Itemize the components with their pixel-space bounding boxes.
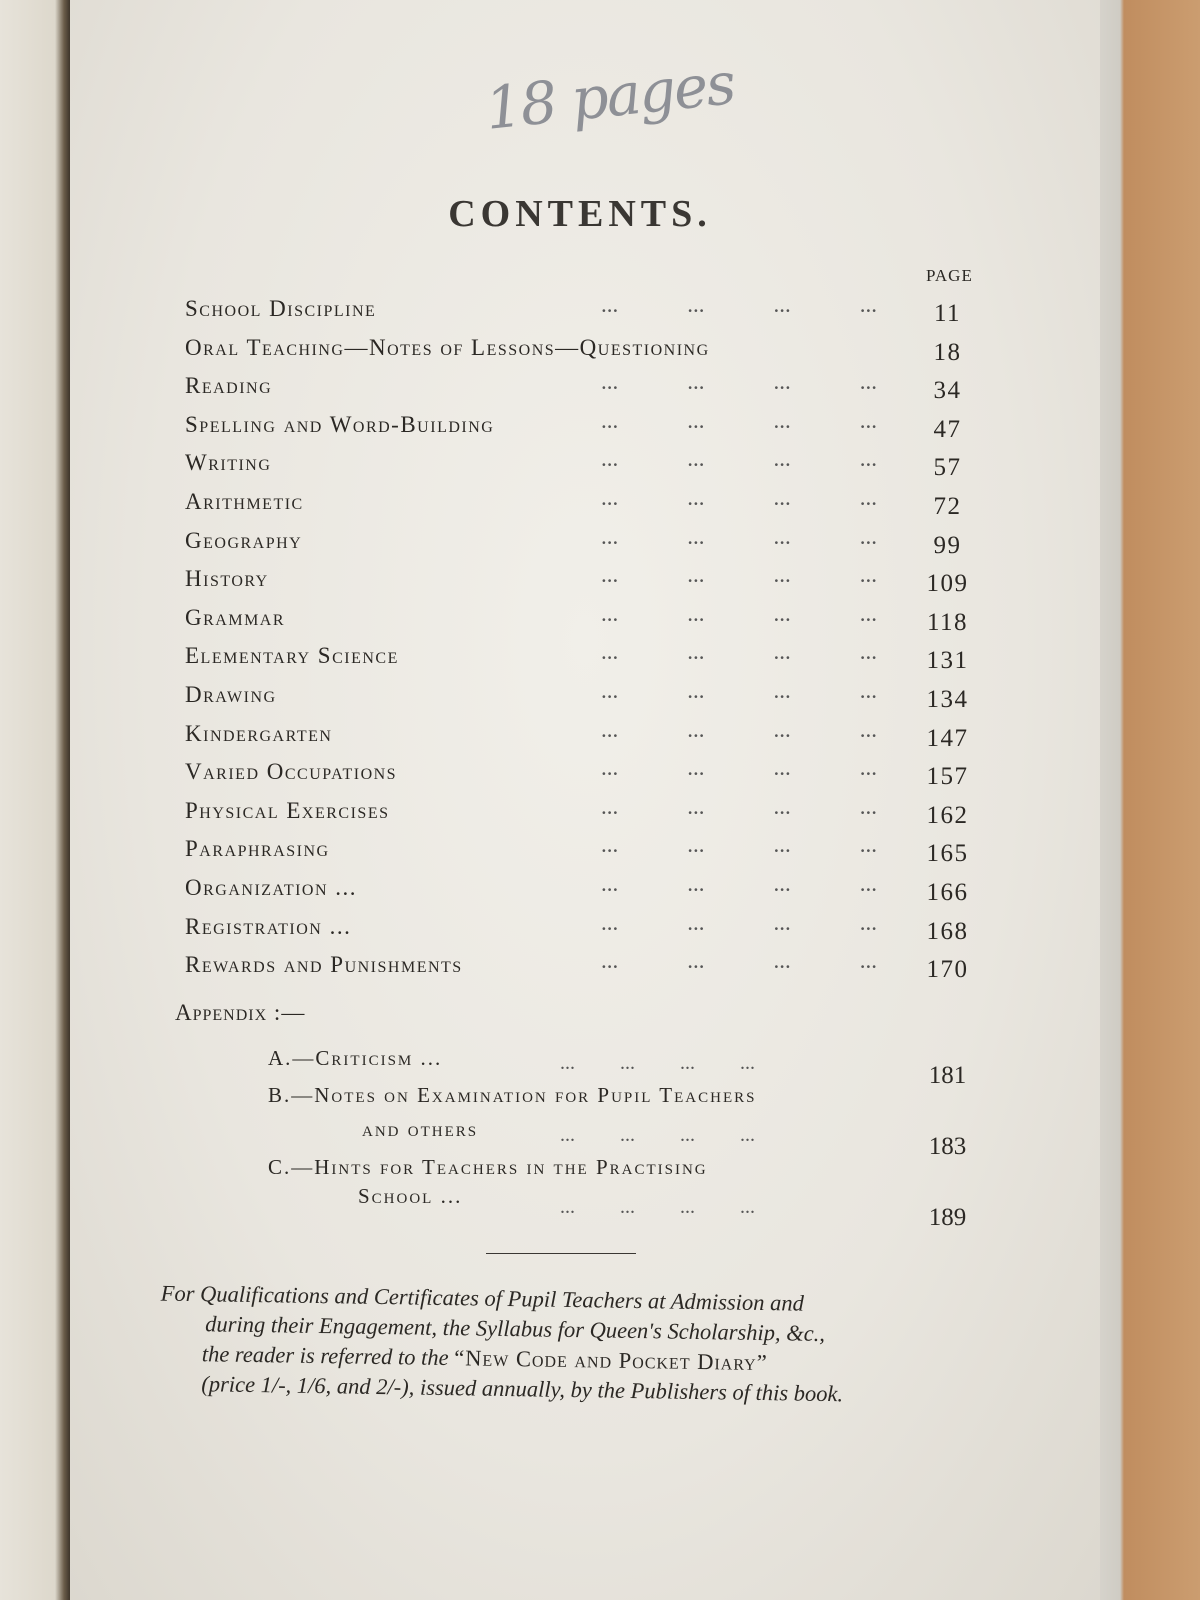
toc-entry-title: Organization ...	[185, 874, 358, 900]
leader-dots: ... ... ... ...	[601, 793, 877, 819]
divider	[486, 1253, 636, 1254]
toc-entry-title: Geography	[185, 527, 303, 553]
appendix-item-a: A.—Criticism ...	[268, 1046, 443, 1070]
appendix-page-c: 189	[928, 1204, 967, 1231]
toc-entry-page: 109	[926, 570, 969, 598]
toc-entry-page: 118	[926, 608, 969, 636]
toc-entry-title: Grammar	[185, 604, 286, 630]
toc-entry	[185, 601, 985, 640]
leader-dots: ... ... ... ...	[601, 677, 877, 703]
toc-entry-page: 131	[926, 647, 969, 675]
leader-dots: ... ... ... ...	[601, 755, 877, 781]
toc-entry-title: Paraphrasing	[185, 836, 330, 862]
toc-entry-title: Elementary Science	[185, 643, 399, 669]
footnote-line: For Qualifications and Certificates of Pupil Teachers at Admission and	[160, 1280, 805, 1316]
leader-dots: ... ... ... ...	[601, 484, 877, 510]
toc-entry-page: 47	[933, 415, 962, 443]
leader-dots: ... ... ... ...	[601, 407, 877, 433]
leader-dots: ... ... ... ...	[601, 292, 877, 317]
toc-entry	[185, 678, 985, 717]
toc-entry-page: 18	[933, 338, 962, 366]
facing-page-edge	[0, 0, 70, 1600]
leader-dots: ... ... ... ...	[601, 870, 877, 896]
toc-entry	[185, 369, 985, 408]
toc-entry-title: Writing	[185, 450, 272, 476]
leader-dots: ... ... ... ...	[601, 446, 877, 472]
toc-entry	[185, 292, 985, 331]
footnote	[159, 1279, 981, 1412]
toc-entry-page: 99	[933, 531, 962, 559]
toc-entry-page: 157	[926, 763, 969, 791]
toc-entry-title: Physical Exercises	[185, 797, 390, 823]
toc-entry	[185, 717, 985, 756]
toc-entry-title: History	[185, 566, 269, 592]
appendix-heading: Appendix :—	[175, 1000, 306, 1025]
toc-entry	[185, 948, 985, 987]
toc-entry-page: 168	[926, 917, 969, 945]
leader-dots: ... ... ... ...	[601, 600, 877, 626]
appendix-item-b: B.—Notes on Examination for Pupil Teachers	[268, 1083, 757, 1107]
leader-dots: ... ... ... ...	[560, 1052, 755, 1074]
toc-entry-page: 57	[933, 454, 962, 482]
leader-dots: ... ... ... ...	[601, 948, 877, 974]
toc-entry	[185, 331, 985, 370]
toc-entry	[185, 408, 985, 447]
toc-entry	[185, 832, 985, 871]
contents-list	[185, 292, 985, 987]
toc-entry-page: 147	[926, 724, 969, 752]
toc-entry-title: Reading	[185, 373, 273, 399]
toc-entry-title: Drawing	[185, 681, 277, 707]
toc-entry-page: 11	[933, 300, 962, 327]
toc-entry	[185, 910, 985, 949]
toc-entry	[185, 446, 985, 485]
toc-entry	[185, 871, 985, 910]
leader-dots: ... ... ... ...	[601, 832, 877, 858]
toc-entry	[185, 639, 985, 678]
toc-entry-title: Registration ...	[185, 913, 352, 939]
toc-entry-page: 165	[926, 840, 969, 868]
toc-entry-title: Oral Teaching—Notes of Lessons—Questioning	[185, 334, 710, 360]
toc-entry	[185, 562, 985, 601]
appendix-item-c-cont: School ...	[358, 1184, 463, 1208]
page-title: CONTENTS.	[448, 193, 712, 235]
toc-entry-page: 72	[933, 492, 962, 520]
toc-entry-title: School Discipline	[185, 296, 377, 321]
toc-entry	[185, 524, 985, 563]
toc-entry-title: Spelling and Word-Building	[185, 411, 495, 437]
appendix-page-b: 183	[928, 1133, 967, 1160]
leader-dots: ... ... ... ...	[560, 1196, 755, 1218]
leader-dots: ... ... ... ...	[601, 523, 877, 549]
leader-dots: ... ... ... ...	[601, 562, 877, 588]
footnote-title: “New Code and Pocket Diary”	[454, 1345, 768, 1376]
leader-dots: ... ... ... ...	[601, 909, 877, 935]
toc-entry	[185, 485, 985, 524]
footnote-line: during their Engagement, the Syllabus for Queen's Scholarship, &c.,	[205, 1311, 826, 1347]
toc-entry-page: 170	[926, 956, 969, 984]
page-column-header: PAGE	[926, 266, 973, 285]
appendix-item-b-cont: and others	[362, 1117, 479, 1141]
toc-entry-title: Varied Occupations	[185, 759, 398, 785]
footnote-line: (price 1/-, 1/6, and 2/-), issued annually, by the Publishers of this book.	[201, 1371, 844, 1407]
toc-entry-page: 34	[933, 377, 962, 405]
toc-entry	[185, 794, 985, 833]
handwritten-note: 18 pages	[482, 49, 738, 143]
toc-entry-title: Rewards and Punishments	[185, 952, 463, 978]
toc-entry-title: Arithmetic	[185, 488, 304, 514]
toc-entry-page: 166	[926, 878, 969, 906]
leader-dots: ... ... ... ...	[601, 369, 877, 395]
table-background	[1090, 0, 1200, 1600]
leader-dots: ... ... ... ...	[601, 716, 877, 742]
toc-entry	[185, 755, 985, 794]
toc-entry-title: Kindergarten	[185, 720, 333, 746]
leader-dots: ... ... ... ...	[560, 1124, 755, 1146]
leader-dots: ... ... ... ...	[601, 639, 877, 665]
toc-entry-page: 134	[926, 685, 969, 713]
toc-entry-page: 162	[926, 801, 969, 829]
footnote-text: the reader is referred to the	[201, 1341, 455, 1371]
appendix-item-c: C.—Hints for Teachers in the Practising	[268, 1155, 708, 1179]
appendix-page-a: 181	[928, 1062, 967, 1089]
